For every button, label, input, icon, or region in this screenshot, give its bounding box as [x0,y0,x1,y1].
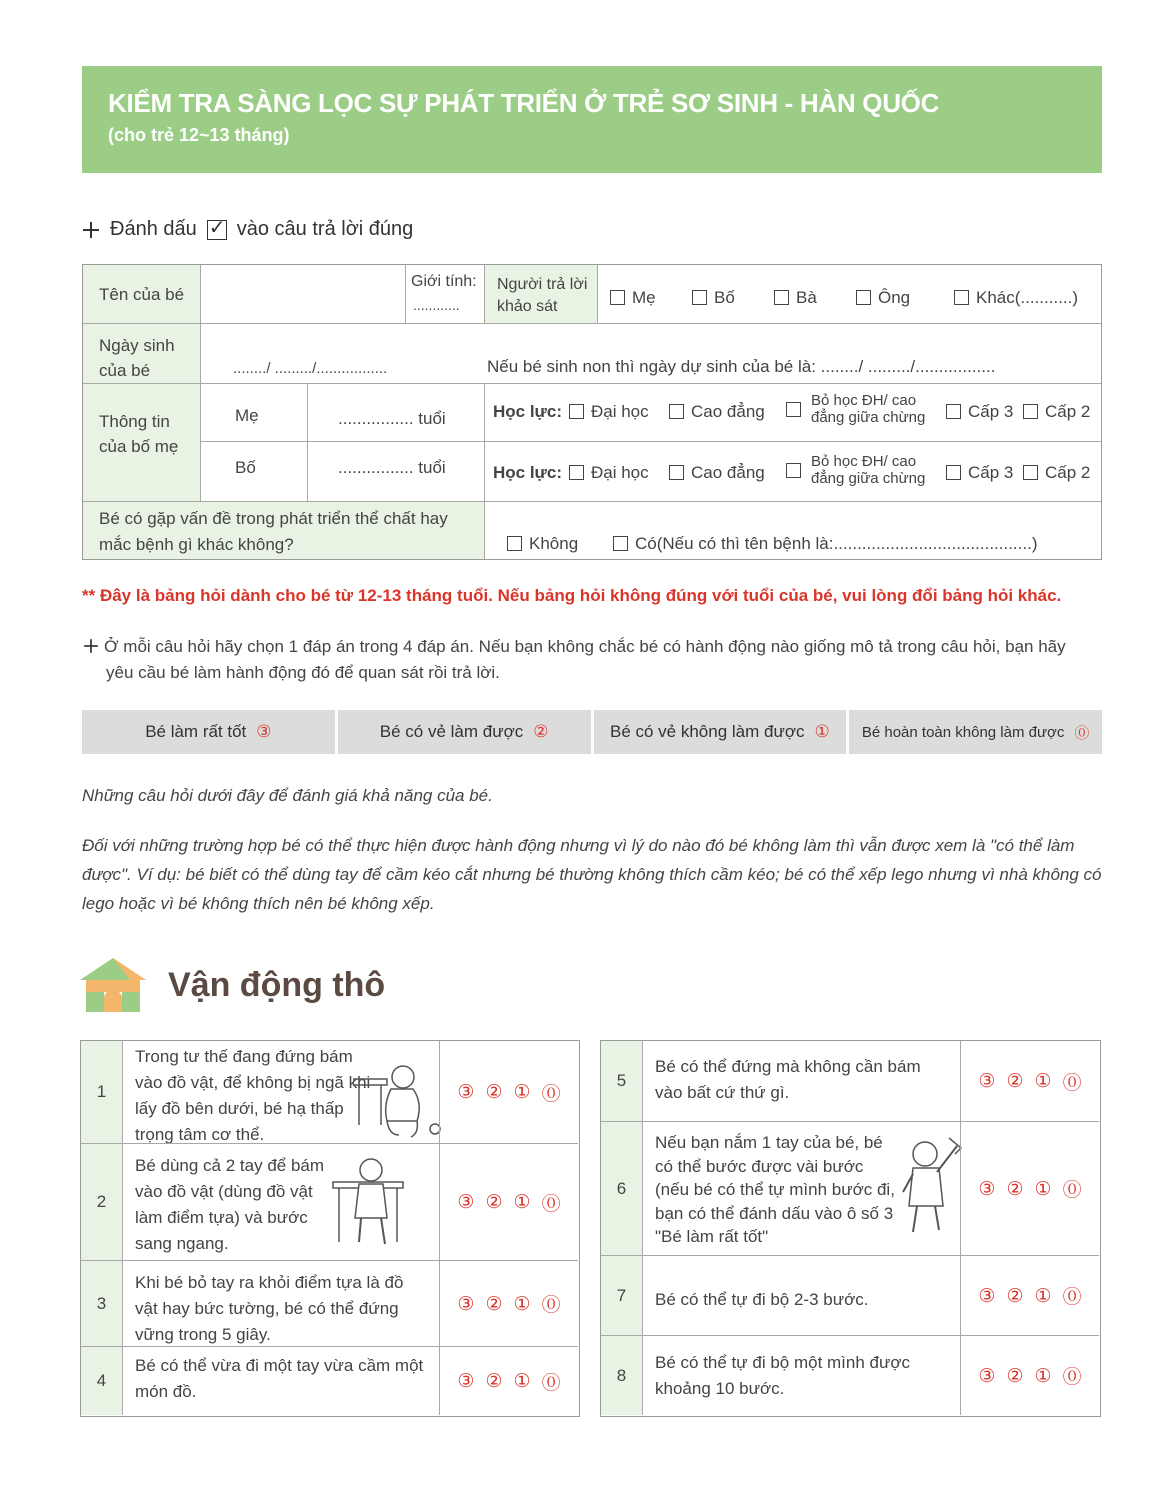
checkbox[interactable] [669,465,684,480]
score-0[interactable]: ⓪ [541,1371,561,1394]
father-edu-college[interactable]: Cao đẳng [669,463,765,483]
mother-edu-high[interactable]: Cấp 3 [946,402,1013,422]
score-options [439,1144,578,1260]
info-table [82,264,1102,560]
checkbox[interactable] [1023,465,1038,480]
question-row-5 [601,1041,1099,1121]
dob-blank[interactable]: ......../ ........./................. [233,360,388,377]
mother-education-label: Học lực: [493,402,562,421]
score-2[interactable]: ② [1006,1070,1024,1092]
score-options [960,1122,1099,1255]
score-options [960,1041,1099,1121]
assessment-note: Những câu hỏi dưới đây để đánh giá khả năng của bé. [82,786,493,805]
father-age[interactable]: ................ tuổi [338,458,446,477]
question-text: Khi bé bỏ tay ra khỏi điểm tựa là đồ vật hay bức tường, bé có thể đứng vững trong 5 giây. [135,1273,404,1344]
question-row-1 [81,1041,578,1143]
checkbox[interactable] [946,465,961,480]
father-education-label: Học lực: [493,463,562,482]
score-2[interactable]: ② [485,1081,503,1103]
checkbox[interactable] [954,290,969,305]
mother-edu-dropout[interactable]: Bỏ học ĐH/ cao đẳng giữa chừng [786,392,936,426]
question-table-left [80,1040,580,1417]
question-text: Bé có thể tự đi bộ 2-3 bước. [655,1290,869,1309]
section-title: Vận động thô [168,965,386,1004]
gender-blank[interactable]: ............ [413,297,460,313]
baby-walking-hand-held-illustration [891,1132,965,1240]
score-legend [82,710,1102,754]
father-label: Bố [235,458,256,477]
score-1[interactable]: ① [1034,1284,1052,1307]
score-3[interactable]: ③ [978,1070,996,1092]
health-no[interactable]: Không [507,534,578,554]
score-1[interactable]: ① [513,1081,531,1103]
score-2[interactable]: ② [1006,1364,1024,1387]
score-3[interactable]: ③ [457,1191,475,1213]
question-number: 7 [601,1256,643,1335]
score-1[interactable]: ① [1034,1070,1052,1092]
checkbox[interactable] [569,465,584,480]
checkbox[interactable] [774,290,789,305]
father-edu-university[interactable]: Đại học [569,463,649,483]
due-date-text[interactable]: Nếu bé sinh non thì ngày dự sinh của bé là: ......../ ........./................. [487,357,996,376]
score-2[interactable]: ② [485,1191,503,1213]
checkbox[interactable] [1023,404,1038,419]
instruction-before: Đánh dấu [110,218,197,240]
house-icon [80,958,146,1012]
checkbox[interactable] [786,463,801,478]
question-number: 5 [601,1041,643,1121]
score-3[interactable]: ③ [457,1081,475,1103]
score-1[interactable]: ① [513,1191,531,1213]
checkbox[interactable] [610,290,625,305]
move-cross-icon [83,638,98,653]
score-2[interactable]: ② [1006,1177,1024,1200]
question-row-2 [81,1143,578,1260]
score-0[interactable]: ⓪ [1062,1071,1082,1094]
mother-label: Mẹ [235,406,259,425]
checkbox[interactable] [946,404,961,419]
question-row-4 [81,1346,578,1415]
respondent-grandmother[interactable]: Bà [774,288,817,308]
score-options [439,1347,578,1415]
child-name-label: Tên của bé [99,285,185,304]
gender-label: Giới tính: [411,273,477,290]
respondent-other[interactable]: Khác(...........) [954,288,1078,308]
score-3[interactable]: ③ [457,1292,475,1315]
score-0[interactable]: ⓪ [541,1082,561,1105]
score-0[interactable]: ⓪ [1062,1286,1082,1308]
legend-score-3: Bé làm rất tốt ③ [82,710,335,754]
father-edu-middle[interactable]: Cấp 2 [1023,463,1090,483]
score-options [960,1256,1099,1335]
mother-edu-college[interactable]: Cao đẳng [669,402,765,422]
question-text: Bé có thể vừa đi một tay vừa cầm một món đồ. [135,1356,424,1401]
question-text: Bé dùng cả 2 tay để bám vào đồ vật (dùng đồ vật làm điểm tựa) và bước sang ngang. [135,1156,325,1253]
dob-label: Ngày sinh của bé [99,336,175,380]
health-question: Bé có gặp vấn đề trong phát triển thể chất hay mắc bệnh gì khác không? [99,509,448,554]
score-1[interactable]: ① [1034,1177,1052,1200]
checkbox[interactable] [786,402,801,417]
question-row-7 [601,1255,1099,1335]
question-number: 8 [601,1336,643,1415]
question-text: Trong tư thế đang đứng bám vào đồ vật, để không bị ngã khi lấy đồ bên dưới, bé hạ thấp trọng tâm cơ thể. [135,1047,371,1144]
mother-age[interactable]: ................ tuổi [338,409,446,428]
question-number: 4 [81,1347,123,1415]
score-1[interactable]: ① [1034,1364,1052,1387]
section-heading [80,958,385,1012]
answer-instruction: Ở mỗi câu hỏi hãy chọn 1 đáp án trong 4 đáp án. Nếu bạn không chắc bé có hành động nào giống mô tả trong câu hỏi, bạn hãy yêu cầu bé làm hành động đó để quan sát rồi trả lời. [82,634,1112,686]
score-options [439,1261,578,1346]
checkbox[interactable] [692,290,707,305]
checkbox-checked-icon [207,220,227,240]
move-cross-icon [82,221,100,239]
score-options [960,1336,1099,1415]
score-2[interactable]: ② [1006,1284,1024,1307]
page-subtitle: (cho trẻ 12~13 tháng) [108,125,290,145]
checkbox[interactable] [669,404,684,419]
question-text: Bé có thể tự đi bộ một mình được khoảng 10 bước. [655,1353,911,1398]
score-0[interactable]: ⓪ [1062,1366,1082,1388]
checkbox[interactable] [569,404,584,419]
question-row-6 [601,1121,1099,1255]
score-options [439,1041,578,1143]
legend-score-0: Bé hoàn toàn không làm được ⓪ [849,710,1102,754]
instruction-line [82,218,413,241]
question-number: 2 [81,1144,123,1260]
score-0[interactable]: ⓪ [541,1192,561,1215]
instruction-after: vào câu trả lời đúng [236,218,414,240]
question-table-right [600,1040,1101,1417]
baby-squatting-illustration [353,1063,443,1141]
checkbox[interactable] [856,290,871,305]
respondent-grandfather[interactable]: Ông [856,288,910,308]
mother-edu-middle[interactable]: Cấp 2 [1023,402,1090,422]
mother-edu-university[interactable]: Đại học [569,402,649,422]
question-text: Bé có thể đứng mà không cần bám vào bất cứ thứ gì. [655,1057,921,1102]
legend-score-1: Bé có vẻ không làm được ① [594,710,847,754]
score-2[interactable]: ② [485,1370,503,1392]
question-row-3 [81,1260,578,1346]
score-3[interactable]: ③ [978,1177,996,1200]
parents-label: Thông tin của bố mẹ [99,412,179,456]
baby-cruising-illustration [331,1156,411,1252]
score-0[interactable]: ⓪ [1062,1179,1082,1201]
can-do-note: Đối với những trường hợp bé có thể thực hiện được hành động nhưng vì lý do nào đó bé không làm thì vẫn được xem là "có thể làm được". Ví dụ: bé biết có thể dùng tay để cầm kéo cắt nhưng bé thường không thích cầm kéo; bé có thể xếp lego nhưng vì nhà không có lego hoặc vì bé không thích nên bé không xếp. [82,836,1102,913]
father-edu-dropout[interactable]: Bỏ học ĐH/ cao đẳng giữa chừng [786,453,936,487]
score-1[interactable]: ① [513,1292,531,1315]
page-title: KIỂM TRA SÀNG LỌC SỰ PHÁT TRIỂN Ở TRẺ SƠ SINH - HÀN QUỐC [108,88,940,118]
father-edu-high[interactable]: Cấp 3 [946,463,1013,483]
score-1[interactable]: ① [513,1370,531,1392]
score-3[interactable]: ③ [457,1370,475,1392]
respondent-father[interactable]: Bố [692,288,735,308]
score-0[interactable]: ⓪ [541,1294,561,1316]
question-text: Nếu bạn nắm 1 tay của bé, bé có thể bước được vài bước (nếu bé có thể tự mình bước đi, bạn có thể đánh dấu vào ô số 3 "Bé làm rất tốt" [655,1133,895,1246]
score-2[interactable]: ② [485,1292,503,1315]
respondent-mother[interactable]: Mẹ [610,288,656,308]
checkbox[interactable] [613,536,628,551]
health-yes[interactable]: Có(Nếu có thì tên bệnh là:..........................................) [613,534,1038,554]
legend-score-2: Bé có vẻ làm được ② [338,710,591,754]
question-row-8 [601,1335,1099,1415]
child-name-input[interactable] [201,266,404,322]
question-number: 1 [81,1041,123,1143]
score-3[interactable]: ③ [978,1364,996,1387]
question-number: 6 [601,1122,643,1255]
header-banner [82,66,1102,173]
checkbox[interactable] [507,536,522,551]
respondent-label: Người trả lời khảo sát [497,276,588,315]
score-3[interactable]: ③ [978,1284,996,1307]
age-warning: ** Đây là bảng hỏi dành cho bé từ 12-13 tháng tuổi. Nếu bảng hỏi không đúng với tuổi của bé, vui lòng đổi bảng hỏi khác. [82,586,1062,605]
question-number: 3 [81,1261,123,1346]
